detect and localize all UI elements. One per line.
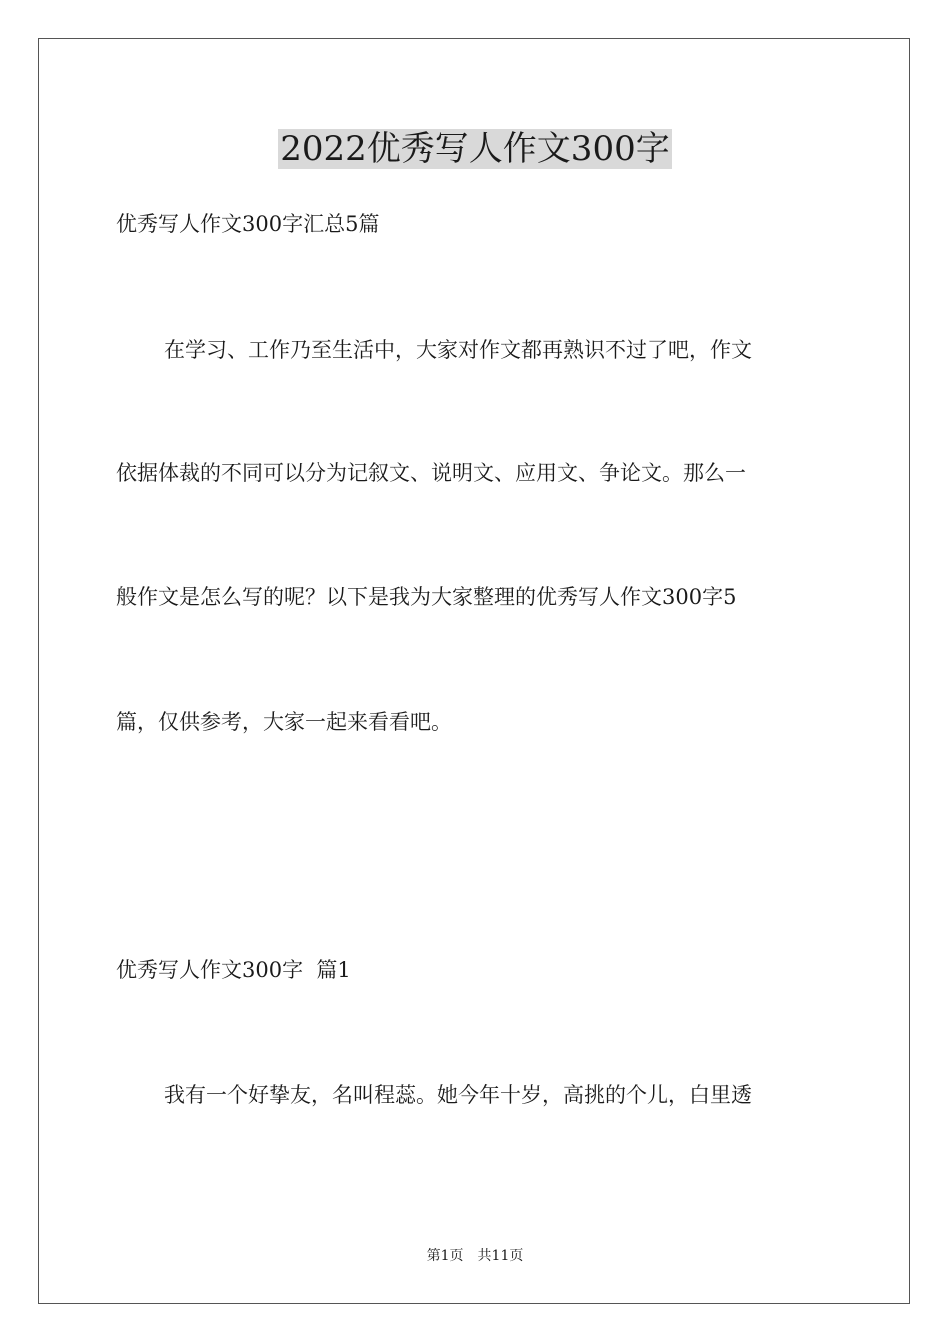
page-total: 共11页 (477, 1248, 524, 1264)
document-subtitle: 优秀写人作文300字汇总5篇 (116, 212, 380, 236)
page-footer (0, 1247, 950, 1265)
document-title (0, 128, 950, 170)
page-number: 第1页 (426, 1248, 464, 1264)
intro-line-1: 在学习、工作乃至生活中，大家对作文都再熟识不过了吧，作文 (164, 338, 752, 362)
intro-line-2: 依据体裁的不同可以分为记叙文、说明文、应用文、争论文。那么一 (116, 461, 746, 485)
section-paragraph-line-1: 我有一个好挚友，名叫程蕊。她今年十岁，高挑的个儿，白里透 (164, 1083, 752, 1107)
intro-line-4: 篇，仅供参考，大家一起来看看吧。 (116, 710, 452, 734)
section-heading: 优秀写人作文300字 篇1 (116, 958, 351, 982)
intro-line-3: 般作文是怎么写的呢？以下是我为大家整理的优秀写人作文300字5 (116, 585, 737, 609)
document-title-text: 2022优秀写人作文300字 (280, 129, 670, 169)
